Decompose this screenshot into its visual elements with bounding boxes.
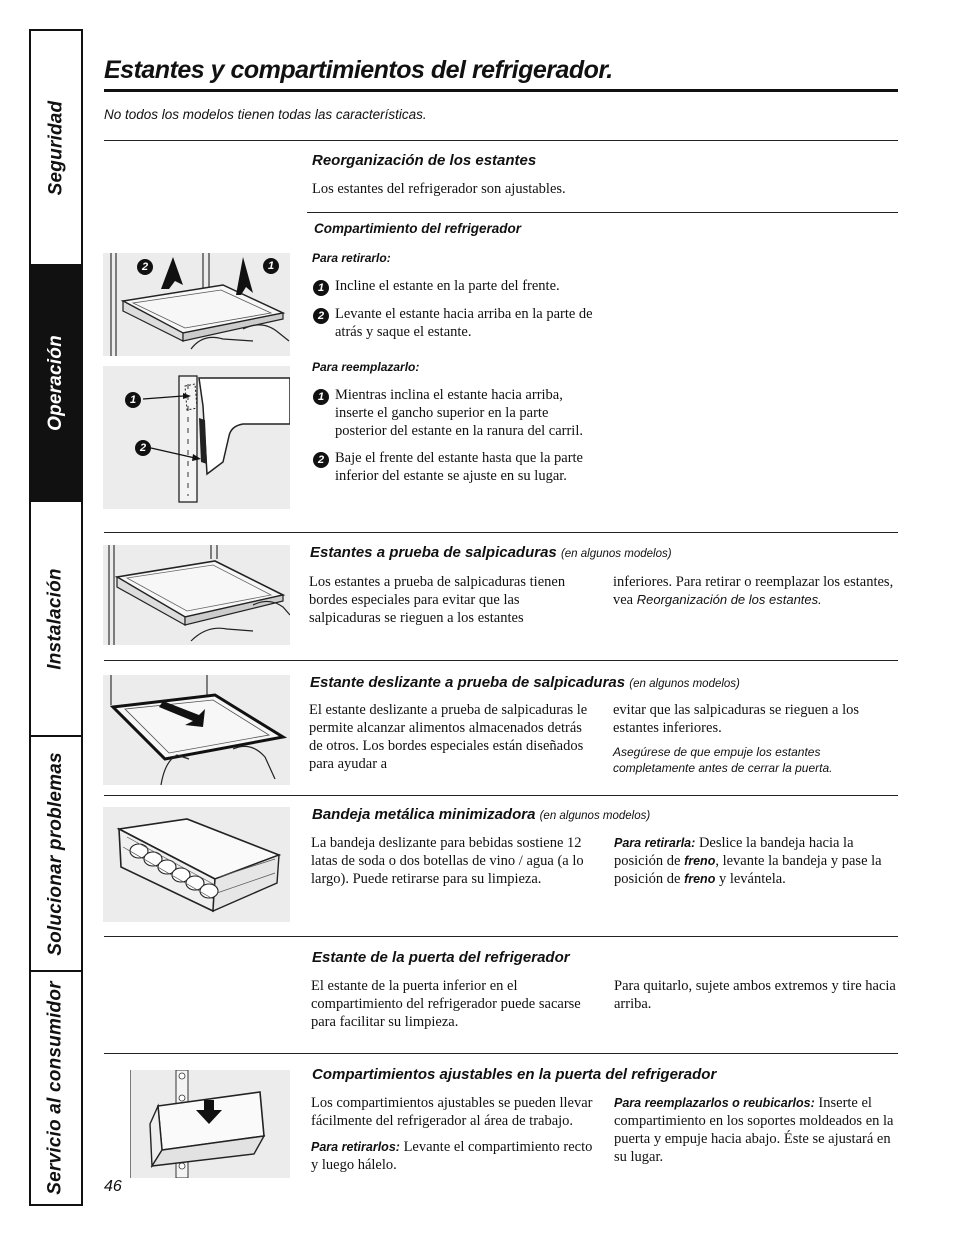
tab-operacion[interactable]: Operación [31,266,81,502]
section-text-col2: Para reemplazarlos o reubicarlos: Inserte el compartimiento en los soportes moldeados en la puerta y empuje hacia abajo. Éste se ajustará en su lugar. [614,1095,894,1165]
divider [104,532,898,533]
page-title: Estantes y compartimientos del refrigerador. [104,56,613,84]
paragraph: Los compartimientos ajustables se pueden llevar fácilmente del refrigerador al área de trabajo. [311,1095,593,1129]
callout-number: 2 [135,440,151,456]
section-heading: Estante de la puerta del refrigerador [312,949,570,966]
section-text-col2: inferiores. Para retirar o reemplazar los estantes, vea Reorganización de los estantes. [613,574,894,608]
shelf-hook-illustration [103,366,290,509]
title-rule [104,89,898,92]
section-text-col1 [311,1094,596,1174]
door-bin-illustration [130,1070,290,1178]
tab-instalacion[interactable]: Instalación [31,502,81,737]
section-heading: Estante deslizante a prueba de salpicaduras (en algunos modelos) [310,674,740,691]
callout-number: 1 [263,258,279,274]
tab-servicio-consumidor[interactable]: Servicio al consumidor [45,981,66,1195]
section-heading: Compartimientos ajustables en la puerta del refrigerador [312,1066,717,1083]
step-text: Baje el frente del estante hasta que la parte inferior del estante se ajuste en su lugar. [335,450,583,484]
spillproof-shelf-illustration [103,545,290,645]
section-text-col1: La bandeja deslizante para bebidas sostiene 12 latas de soda o dos botellas de vino / agua (a lo largo). Puede retirarse para su limpieza. [311,835,584,887]
section-heading: Estantes a prueba de salpicaduras (en algunos modelos) [310,544,672,561]
section-text-col2: evitar que las salpicaduras se rieguen a los estantes inferiores. [613,702,860,736]
step-number: 1 [313,280,329,296]
section-text-col1: El estante deslizante a prueba de salpicaduras le permite alcanzar alimentos almacenados detrás de otros. Los bordes especiales están diseñados para ayudar a [309,702,588,772]
replace-steps [313,386,598,485]
remove-label: Para retirarlo: [312,251,391,265]
step-item [313,449,598,485]
callout-number: 2 [137,259,153,275]
replace-label: Para reemplazarlo: [312,360,420,374]
section-text-col2: Para retirarla: Deslice la bandeja hacia la posición de freno, levante la bandeja y pase la posición de freno y levántela. [614,835,882,887]
divider [104,1053,898,1054]
paragraph: Para retirarlos: Levante el compartimiento recto y luego hálelo. [311,1139,593,1173]
step-text: Incline el estante en la parte del frente. [335,278,560,294]
subsection-heading: Compartimiento del refrigerador [314,221,522,236]
section-text-col2: Para quitarlo, sujete ambos extremos y tire hacia arriba. [614,978,896,1012]
step-item [313,277,598,296]
caution-note: Asegúrese de que empuje los estantes completamente antes de cerrar la puerta. [613,745,833,775]
models-note: No todos los modelos tienen todas las características. [104,107,427,122]
divider [104,140,898,141]
step-text: Levante el estante hacia arriba en la parte de atrás y saque el estante. [335,306,593,340]
step-number: 2 [313,452,329,468]
step-item [313,305,598,341]
step-number: 1 [313,389,329,405]
step-item [313,386,598,440]
shelf-removal-illustration [103,253,290,356]
divider [104,795,898,796]
section-text-col1: Los estantes a prueba de salpicaduras tienen bordes especiales para evitar que las salpicaduras se rieguen a los estantes [309,574,566,626]
divider [104,660,898,661]
section-heading: Reorganización de los estantes [312,152,537,169]
divider [307,212,898,213]
remove-steps [313,277,598,341]
slideout-shelf-illustration [103,675,290,785]
section-text-col1: El estante de la puerta inferior en el compartimiento del refrigerador puede sacarse para facilitar su limpieza. [311,978,581,1030]
callout-number: 1 [125,392,141,408]
section-tabs [29,29,83,1206]
tab-solucionar-problemas[interactable]: Solucionar problemas [31,737,81,972]
step-number: 2 [313,308,329,324]
step-text: Mientras inclina el estante hacia arriba, inserte el gancho superior en la parte posterior del estante en la ranura del carril. [335,387,583,439]
divider [104,936,898,937]
tab-seguridad[interactable]: Seguridad [31,31,81,266]
section-heading: Bandeja metálica minimizadora (en algunos modelos) [312,806,651,823]
section-text: Los estantes del refrigerador son ajustables. [312,181,566,197]
beverage-tray-illustration [103,807,290,922]
page-number: 46 [104,1178,122,1195]
